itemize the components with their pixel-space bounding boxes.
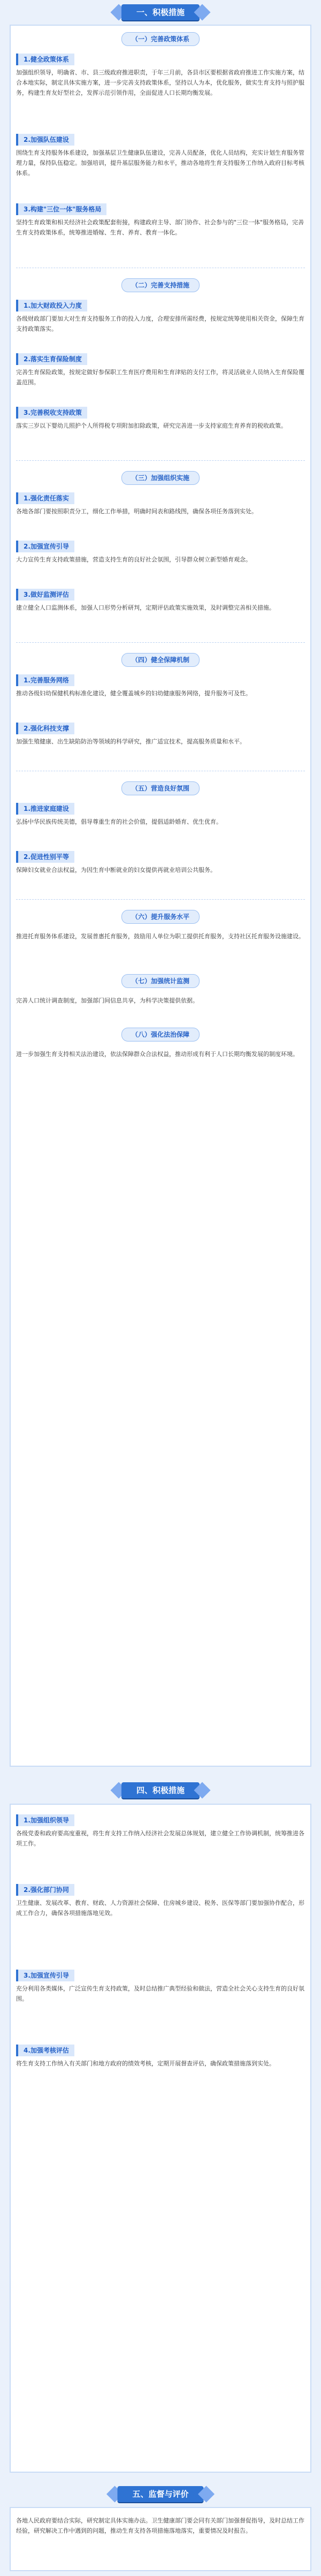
item-title: 2.强化科技支撑	[16, 723, 74, 734]
item-title: 1.加强组织领导	[16, 1814, 74, 1826]
item-text: 加强生殖健康、出生缺陷防治等领域的科学研究，推广适宜技术，提高服务质量和水平。	[16, 738, 246, 745]
item-title: 3.加强宣传引导	[16, 1970, 74, 1981]
block-heading: （一）完善政策体系	[121, 32, 200, 46]
item-text: 大力宣传生育支持政策措施，营造支持生育的良好社会氛围，引导群众树立新型婚育观念。	[16, 556, 251, 563]
item-title: 1.完善服务网络	[16, 674, 74, 686]
item-title: 3.构建"三位一体"服务格局	[16, 203, 106, 215]
item-text: 各地人民政府要结合实际，研究制定具体实施办法。卫生健康部门要会同有关部门加强督促指导，及时总结工作经验，研究解决工作中遇到的问题，推动生育支持各项措施落地落实，重要情况及时报告。	[16, 2517, 304, 2534]
item-title: 1.健全政策体系	[16, 54, 74, 65]
item-text: 落实三岁以下婴幼儿照护个人所得税专项附加扣除政策，研究完善进一步支持家庭生育养育的税收政策。	[16, 422, 287, 429]
item-title: 1.加大财政投入力度	[16, 300, 87, 311]
item-text: 完善生育保险政策，按规定做好参保职工生育医疗费用和生育津贴的支付工作，将灵活就业人员纳入生育保险覆盖范围。	[16, 369, 304, 386]
item-title: 1.强化责任落实	[16, 492, 74, 504]
item-text: 各级党委和政府要高度重视，将生育支持工作纳入经济社会发展总体规划，建立健全工作协调机制，统筹推进各项工作。	[16, 1830, 304, 1847]
item-title: 2.加强宣传引导	[16, 541, 74, 552]
item-title: 2.加强队伍建设	[16, 134, 74, 146]
item-text: 加强组织领导，明确省、市、县三级政府推进职责，于年三月前，各县市区要根据省政府推进工作实施方案，结合本地实际，制定具体实施方案，进一步完善支持政策体系，坚持以人为本，优化服务，做实生育支持与照护服务，构建生育友好型社会，发挥示范引领作用，全面促进人口长期均衡发展。	[16, 69, 304, 96]
block-heading: （六）提升服务水平	[121, 910, 200, 924]
block-heading: （四）健全保障机制	[121, 653, 200, 667]
item-text: 推动各级妇幼保健机构标准化建设，健全覆盖城乡的妇幼健康服务网络，提升服务可及性。	[16, 690, 251, 697]
divider	[16, 642, 305, 643]
divider	[16, 460, 305, 461]
item-text: 充分利用各类媒体，广泛宣传生育支持政策，及时总结推广典型经验和做法，营造全社会关心支持生育的良好氛围。	[16, 1985, 304, 2002]
block-heading: （七）加强统计监测	[121, 974, 200, 988]
item-text: 卫生健康、发展改革、教育、财政、人力资源社会保障、住房城乡建设、税务、医保等部门要加强协作配合，形成工作合力，确保各项措施落地见效。	[16, 1899, 304, 1917]
item-title: 4.加强考核评估	[16, 2045, 74, 2056]
section-ribbon	[116, 1782, 205, 1798]
section-title: 四、积极措施	[121, 1782, 200, 1798]
item-text: 将生育支持工作纳入有关部门和地方政府的绩效考核，定期开展督查评估，确保政策措施落到实处。	[16, 2060, 275, 2067]
section-ribbon	[112, 2486, 209, 2502]
section-ribbon	[116, 4, 205, 20]
block-text: 推进托育服务体系建设，发展普惠托育服务，鼓励用人单位为职工提供托育服务，支持社区托育服务设施建设。	[16, 933, 304, 940]
item-text: 各级财政部门要加大对生育支持服务工作的投入力度，合理安排所需经费，按规定统筹使用相关资金，保障生育支持政策落实。	[16, 315, 304, 332]
item-title: 3.做好监测评估	[16, 589, 74, 601]
block-heading: （八）强化法治保障	[121, 1028, 200, 1042]
block-text: 完善人口统计调查制度，加强部门间信息共享，为科学决策提供依据。	[16, 997, 198, 1004]
item-text: 围绕生育支持服务体系建设，加强基层卫生健康队伍建设，完善人员配备，优化人员结构，充实计划生育服务管理力量，保持队伍稳定。加强培训，提升基层服务能力和水平，推动各地将生育支持服务工作纳入政府目标考核体系。	[16, 149, 304, 177]
item-text: 保障妇女就业合法权益，为因生育中断就业的妇女提供再就业培训公共服务。	[16, 867, 216, 873]
section-title: 一、积极措施	[121, 4, 200, 20]
item-title: 2.落实生育保险制度	[16, 353, 87, 365]
block-text: 进一步加强生育支持相关法治建设，依法保障群众合法权益，推动形成有利于人口长期均衡发展的制度环境。	[16, 1051, 299, 1058]
item-title: 2.促进性别平等	[16, 851, 74, 863]
block-heading: （二）完善支持措施	[121, 278, 200, 292]
block-heading: （五）营造良好氛围	[121, 781, 200, 795]
item-title: 3.完善税收支持政策	[16, 407, 87, 419]
divider	[16, 899, 305, 900]
item-title: 1.推进家庭建设	[16, 803, 74, 815]
section-title: 五、监督与评价	[117, 2486, 203, 2502]
item-title: 2.强化部门协同	[16, 1884, 74, 1896]
item-text: 各地各部门要按照职责分工，细化工作举措，明确时间表和路线图，确保各项任务落到实处。	[16, 508, 257, 515]
item-text: 弘扬中华民族传统美德，倡导尊重生育的社会价值，提倡适龄婚育、优生优育。	[16, 818, 222, 825]
item-text: 坚持生育政策和相关经济社会政策配套衔接，构建政府主导、部门协作、社会参与的"三位一体"服务格局，完善生育支持政策体系，统筹推进婚嫁、生育、养育、教育一体化。	[16, 219, 304, 236]
item-text: 建立健全人口监测体系，加强人口形势分析研判，定期评估政策实施效果，及时调整完善相关措施。	[16, 604, 275, 611]
block-heading: （三）加强组织实施	[121, 471, 200, 485]
